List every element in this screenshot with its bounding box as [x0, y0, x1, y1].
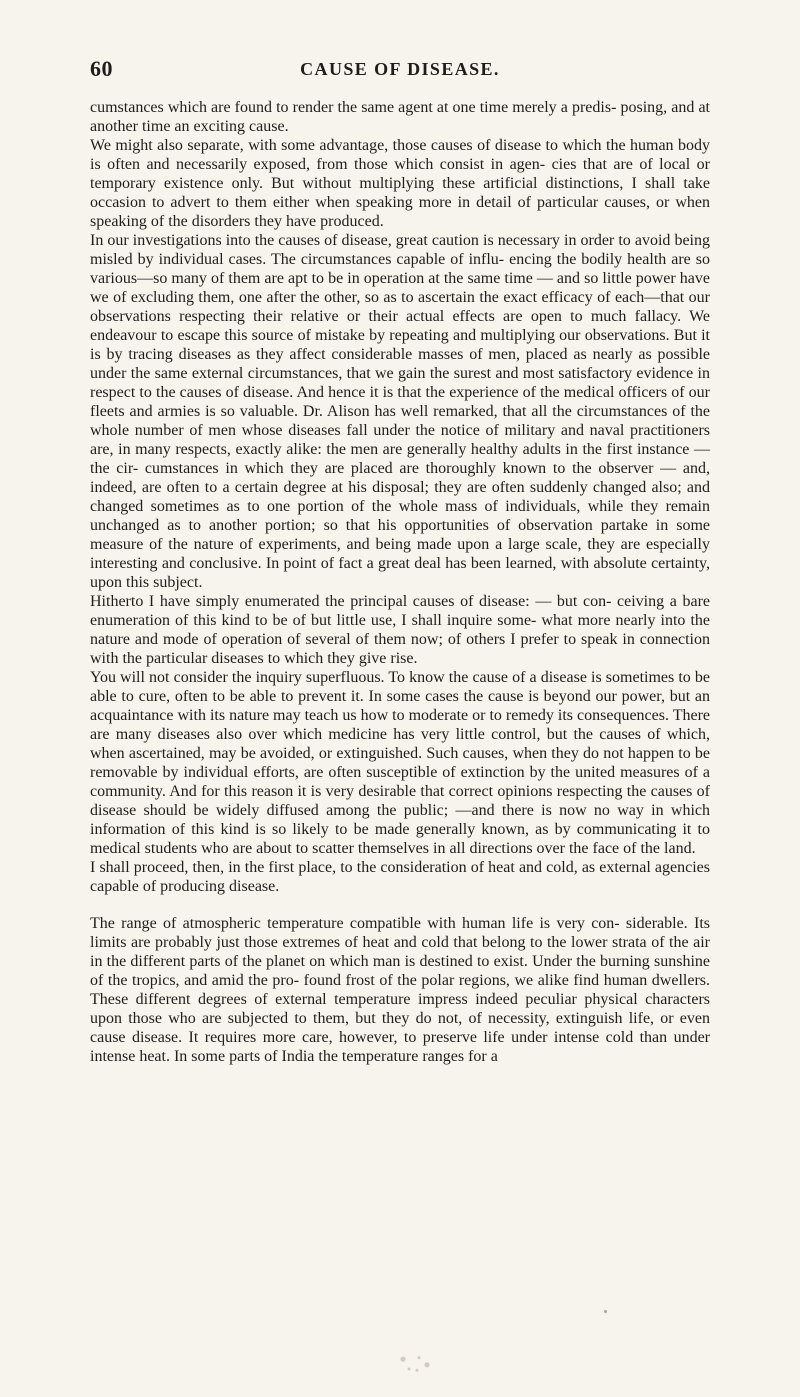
page-number: 60 [90, 56, 113, 81]
paragraph-7: The range of atmospheric temperature compatible with human life is very con- siderable. Its limits are probably just those extremes of heat and cold that belong to the lower strata of the air in the different parts of the planet on which man is destined to exist. Under the burning sunshine of the tropics, and amid the pro- found frost of the polar regions, we alike find human dwellers. These different degrees of external temperature impress indeed peculiar physical characters upon those who are subjected to them, but they do not, of necessity, extinguish life, or even cause disease. It requires more care, however, to preserve life under intense cold than under intense heat. In some parts of India the temperature ranges for a [90, 915, 710, 1065]
paragraph-6: I shall proceed, then, in the first place, to the consideration of heat and cold, as external agencies capable of producing disease. [90, 859, 710, 895]
main-text [90, 98, 710, 1066]
page-dot [604, 1310, 607, 1313]
paragraph-4: Hitherto I have simply enumerated the principal causes of disease: — but con- ceiving a bare enumeration of this kind to be of but little use, I shall inquire some- what more nearly into the nature and mode of operation of several of them now; of others I prefer to speak in connection with the particular diseases to which they give rise. [90, 593, 710, 667]
page-header [90, 56, 710, 82]
ink-stain [395, 1348, 435, 1376]
paragraph-2: We might also separate, with some advantage, those causes of disease to which the human body is often and necessarily exposed, from those which consist in agen- cies that are of local or temporary existence only. But without multiplying these artificial distinctions, I shall take occasion to advert to them either when speaking more in detail of particular causes, or when speaking of the disorders they have produced. [90, 137, 710, 230]
paragraph-3: In our investigations into the causes of disease, great caution is necessary in order to avoid being misled by individual cases. The circumstances capable of influ- encing the bodily health are so various—so many of them are apt to be in operation at the same time — and so little power have we of excluding them, one after the other, so as to ascertain the exact efficacy of each—that our observations respecting their relative or their actual effects are open to much fallacy. We endeavour to escape this source of mistake by repeating and multiplying our observations. But it is by tracing diseases as they affect considerable masses of men, placed as nearly as possible under the same external circumstances, that we gain the surest and most satisfactory evidence in respect to the causes of disease. And hence it is that the experience of the medical officers of our fleets and armies is so valuable. Dr. Alison has well remarked, that all the circumstances of the whole number of men whose diseases fall under the notice of military and naval practitioners are, in many respects, exactly alike: the men are generally healthy adults in the first instance — the cir- cumstances in which they are placed are thoroughly known to the observer — and, indeed, are often to a certain degree at his disposal; they are often suddenly changed also; and changed sometimes as to one portion of the whole mass of individuals, while they remain unchanged as to another portion; so that his opportunities of observation partake in some measure of the nature of experiments, and being made upon a large scale, they are especially interesting and conclusive. In point of fact a great deal has been learned, with absolute certainty, upon this subject. [90, 232, 710, 591]
paragraph-1: cumstances which are found to render the same agent at one time merely a predis- posing, and at another time an exciting cause. [90, 99, 710, 135]
paragraph-5: You will not consider the inquiry superfluous. To know the cause of a disease is sometimes to be able to cure, often to be able to prevent it. In some cases the cause is beyond our power, but an acquaintance with its nature may teach us how to moderate or to remedy its consequences. There are many diseases also over which medicine has very little control, but the causes of which, when ascertained, may be avoided, or extinguished. Such causes, when they do not happen to be removable by individual efforts, are often susceptible of extinction by the united measures of a community. And for this reason it is very desirable that correct opinions respecting the causes of disease should be widely diffused among the public; —and there is now no way in which information of this kind is so likely to be made generally known, as by communicating it to medical students who are about to scatter themselves in all directions over the face of the land. [90, 669, 710, 857]
running-head: CAUSE OF DISEASE. [300, 59, 500, 79]
